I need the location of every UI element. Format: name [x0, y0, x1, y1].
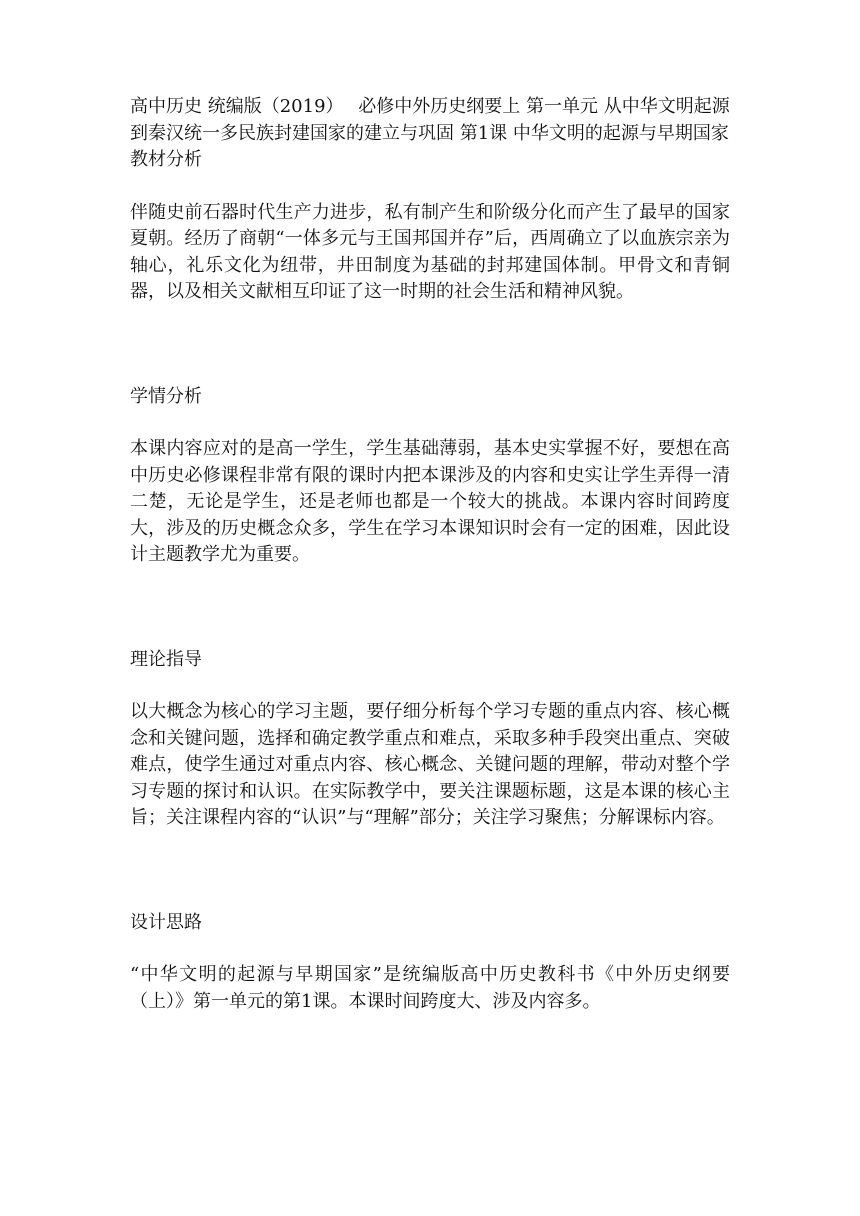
section-heading-theory-guidance: 理论指导	[130, 648, 202, 670]
spacer	[130, 832, 730, 910]
section-heading-textbook-analysis: 教材分析	[130, 149, 202, 170]
section-body-textbook-analysis: 伴随史前石器时代生产力进步，私有制产生和阶级分化而产生了最早的国家夏朝。经历了商朝“一体多元与王国邦国并存”后，西周确立了以血族宗亲为轴心，礼乐文化为纽带，井田制度为基础的封邦建国体制。甲骨文和青铜器，以及相关文献相互印证了这一时期的社会生活和精神风貌。	[130, 201, 730, 302]
section-body-theory-guidance: 以大概念为核心的学习主题，要仔细分析每个学习专题的重点内容、核心概念和关键问题，选择和确定教学重点和难点，采取多种手段突出重点、突破难点，使学生通过对重点内容、核心概念、关键问题的理解，带动对整个学习专题的探讨和认识。在实际教学中，要关注课题标题，这是本课的核心主旨；关注课程内容的“认识”与“理解”部分；关注学习聚焦；分解课标内容。	[130, 701, 730, 828]
section-body-learner-analysis: 本课内容应对的是高一学生，学生基础薄弱，基本史实掌握不好，要想在高中历史必修课程非常有限的课时内把本课涉及的内容和史实让学生弄得一清二楚，无论是学生，还是老师也都是一个较大的挑战。本课内容时间跨度大，涉及的历史概念众多，学生在学习本课知识时会有一定的困难，因此设计主题教学尤为重要。	[130, 438, 730, 565]
spacer	[130, 174, 730, 200]
document-title: 高中历史 统编版（2019） 必修中外历史纲要上 第一单元 从中华文明起源到秦汉统一多民族封建国家的建立与巩固 第1课 中华文明的起源与早期国家	[130, 96, 730, 144]
document-page	[130, 94, 730, 1015]
spacer	[130, 936, 730, 962]
section-heading-learner-analysis: 学情分析	[130, 385, 202, 407]
section-heading-design-idea: 设计思路	[130, 911, 202, 933]
section-body-design-idea: “中华文明的起源与早期国家”是统编版高中历史教科书《中外历史纲要（上）》第一单元的第1课。本课时间跨度大、涉及内容多。	[130, 964, 730, 1012]
spacer	[130, 673, 730, 699]
spacer	[130, 569, 730, 647]
spacer	[130, 306, 730, 384]
spacer	[130, 410, 730, 436]
